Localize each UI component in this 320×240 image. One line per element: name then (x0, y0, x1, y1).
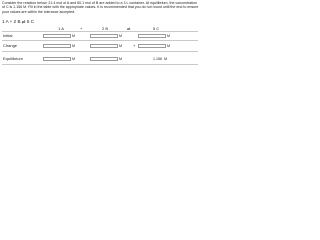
table-divider (2, 64, 198, 65)
initial-b-input[interactable] (90, 34, 118, 39)
equilibrium-a-input[interactable] (43, 57, 71, 62)
change-b-input[interactable] (90, 44, 118, 49)
question-text: Consider the reaction below. 21.4 mol of A and 60.1 mol of B are added to a 3 L container. At equilibrium, the concentration of C is 1.156 M. Fill in the table with the appropriate values. It is recommended that you do not round until the end to ensure your values are within the tolerance accepted. (2, 1, 199, 14)
equilibrium-b-unit: M (119, 56, 122, 61)
change-a-input[interactable] (43, 44, 71, 49)
column-header-a: 1 A (58, 26, 64, 31)
equilibrium-b-input[interactable] (90, 57, 118, 62)
initial-c-input[interactable] (138, 34, 166, 39)
row-label-equilibrium: Equilibrium (3, 56, 23, 61)
change-a-unit: M (72, 43, 75, 48)
change-c-input[interactable] (138, 44, 166, 49)
ice-table (2, 26, 198, 69)
change-c-sign: + (133, 42, 136, 48)
column-header-b: 2 B (101, 26, 108, 31)
equilibrium-c-unit: M (164, 56, 167, 61)
initial-c-unit: M (167, 33, 170, 38)
table-divider (2, 31, 198, 32)
column-header-plus: + (80, 26, 83, 31)
table-divider (2, 51, 198, 52)
reaction-equation: 1 A + 2 B ⇌ 5 C (2, 19, 35, 24)
change-b-unit: M (119, 43, 122, 48)
row-label-initial: Initial (3, 33, 13, 38)
change-c-unit: M (167, 43, 170, 48)
table-divider (2, 40, 198, 41)
initial-a-input[interactable] (43, 34, 71, 39)
initial-a-unit: M (72, 33, 75, 38)
equilibrium-a-unit: M (72, 56, 75, 61)
column-header-c: 5 C (152, 26, 160, 31)
initial-b-unit: M (119, 33, 122, 38)
equilibrium-c-value: 1.156 (153, 56, 162, 61)
column-header-equilibrium-arrow: ⇌ (127, 26, 131, 31)
row-label-change: Change (3, 43, 18, 48)
